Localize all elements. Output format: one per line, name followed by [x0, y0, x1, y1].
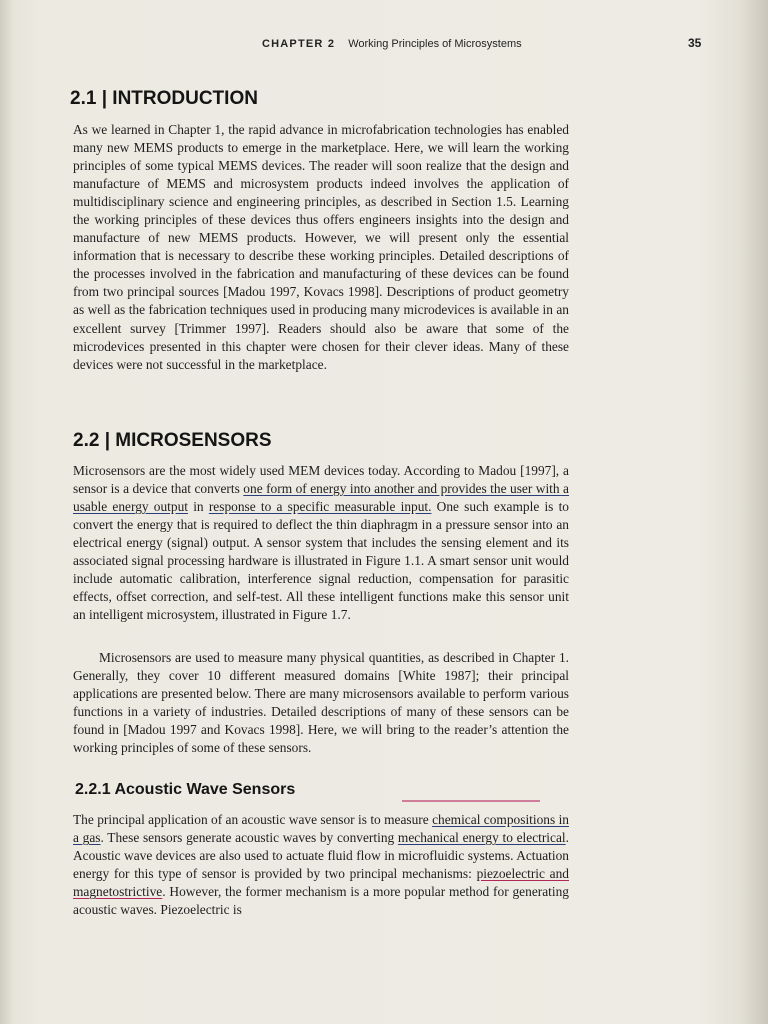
underlined-text: chemical compositions in a gas [73, 812, 569, 846]
text-run: Microsensors are the most widely used MEM devices today. According to Madou [1997], a sensor is a device that converts [73, 463, 569, 497]
text-run: . Acoustic wave devices are also used to actuate fluid flow in microfluidic systems. Actuation energy for this type of sensor is provided by two principal mechanisms: [73, 830, 569, 882]
microsensors-paragraph-1 [73, 462, 569, 624]
chapter-label: CHAPTER 2 [262, 38, 336, 50]
underlined-text: one form of energy into another and provides the user with a usable energy output [73, 481, 570, 515]
acoustic-paragraph [73, 811, 569, 919]
pen-mark [402, 800, 540, 802]
section-heading-introduction: 2.1 | INTRODUCTION [70, 88, 258, 109]
running-header [262, 38, 522, 50]
underlined-text: piezoelectric and magnetostrictive [73, 866, 569, 900]
microsensors-paragraph-2: Microsensors are used to measure many physical quantities, as described in Chapter 1. Generally, they cover 10 different measured domains [White 1987]; their principal applications are presented below. There are many microsensors available to perform various functions in a variety of industries. Detailed descriptions of many of these sensors can be found in [Madou 1997 and Kovacs 1998]. Here, we will bring to the reader’s attention the working principles of some of these sensors. [73, 650, 569, 756]
text-run: One such example is to convert the energy that is required to deflect the thin diaphragm in a pressure sensor into an electrical energy (signal) output. A sensor system that includes the sensing element and its associated signal processing hardware is illustrated in Figure 1.1. A smart sensor unit would include automatic calibration, interference signal reduction, compensation for parasitic effects, offset correction, and self-test. All these intelligent functions make this sensor unit an intelligent microsystem, illustrated in Figure 1.7. [73, 499, 569, 623]
introduction-paragraph: As we learned in Chapter 1, the rapid advance in microfabrication technologies has enabled many new MEMS products to emerge in the marketplace. Here, we will learn the working principles of some typical MEMS devices. The reader will soon realize that the design and manufacture of MEMS and microsystem products indeed involves the application of multidisciplinary science and engineering principles, as described in Section 1.5. Learning the working principles of these devices thus offers engineers insights into the design and manufacture of new MEMS products. However, we will present only the essential information that is necessary to describe these working principles. Detailed descriptions of the processes involved in the fabrication and manufacturing of these devices can be found from two principal sources [Madou 1997, Kovacs 1998]. Descriptions of product geometry as well as the fabrication techniques used in producing many microdevices is available in an excellent survey [Trimmer 1997]. Readers should also be aware that some of the microdevices presented in this chapter were chosen for their clever ideas. Many of these devices were not successful in the marketplace. [73, 122, 569, 372]
text-run: The principal application of an acoustic wave sensor is to measure [73, 812, 433, 827]
running-title: Working Principles of Microsystems [348, 38, 522, 50]
text-run: . These sensors generate acoustic waves by converting [100, 830, 398, 846]
underlined-text: response to a specific measurable input. [208, 499, 432, 515]
subsection-heading-acoustic-wave-sensors: 2.2.1 Acoustic Wave Sensors [75, 781, 296, 798]
section-heading-microsensors: 2.2 | MICROSENSORS [73, 430, 272, 451]
underlined-text: mechanical energy to electrical [397, 830, 566, 846]
page-number: 35 [688, 36, 702, 50]
text-run: . However, the former mechanism is a more popular method for generating acoustic waves. Piezoelectric is [73, 884, 569, 918]
text-run: in [188, 499, 209, 515]
